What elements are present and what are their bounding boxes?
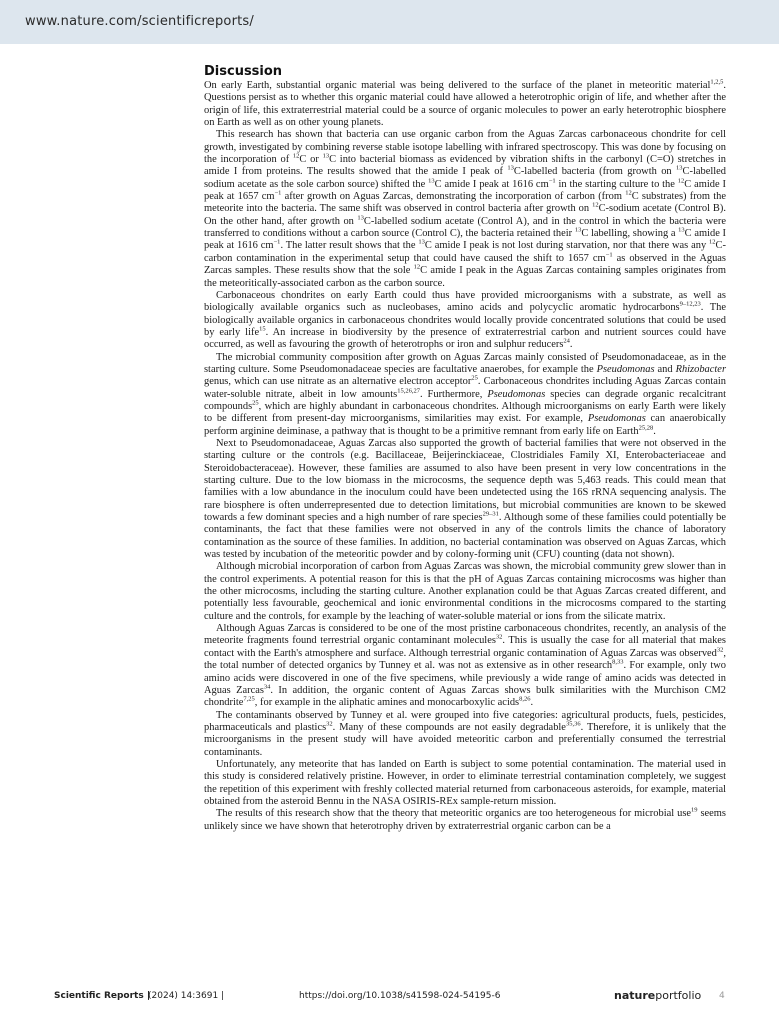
footer-doi-link[interactable]: https://doi.org/10.1038/s41598-024-54195-6 [299,991,501,1001]
text-run: C amide I peak at 1657 cm [204,178,726,203]
citation-superscript[interactable]: −1 [548,177,556,185]
text-run: species can degrade organic recalcitrant compounds [204,388,726,412]
citation-superscript[interactable]: 13 [507,164,514,172]
text-run: , the total number of detected organics by Tunney et al. was not as extensive as in other research [204,647,726,672]
text-run: . Questions persist as to whether this organic material could have allowed a heterotrophic origin of life, and whether after the origin of life, this extraterrestrial material could be a source of organic molecules to power an early heterotrophic biosphere on Earth as well as on other young planets. [204,80,726,129]
text-run: . Therefore, it is unlikely that the microorganisms in the present study will have avoided meteoritic carbon and preferentially consumed the terrestrial contaminants. [204,721,727,758]
citation-superscript[interactable]: 25 [252,399,259,407]
text-run: . An increase in biodiversity by the presence of extraterrestrial carbon and nutrient sources could have occurred, as well as favouring the growth of heterotrophs or iron and sulphur reducers [204,326,726,351]
logo-light: portfolio [655,989,702,1002]
text-run: and [654,363,676,375]
text-run: . The latter result shows that the [280,240,419,252]
text-run: C amide I peak at 1616 cm [204,228,726,252]
citation-superscript[interactable]: 12 [292,152,300,160]
citation-superscript[interactable]: 13 [428,177,435,185]
text-run: . [530,697,534,709]
paragraph [204,759,726,808]
citation-superscript[interactable]: 9–12,23 [679,300,701,308]
paragraph [204,623,726,709]
text-run: . This is usually the case for all material that makes contact with the Earth's atmosphere and surface. Although terrestrial organic contamination of Aguas Zarcas was observed [204,635,726,659]
text-run: Carbonaceous chondrites on early Earth could thus have provided microorganisms with a substrate, as well as biologically available organics such as nucleobases, amino acids and polycyclic aromatic hydrocarbons [204,289,726,314]
text-run: This research has shown that bacteria can use organic carbon from the Aguas Zarcas carbonaceous chondrite for cell growth, investigated by combining reverse stable isotope labelling with infrared spectroscopy. This was done by focusing on the incorporation of [204,129,726,166]
text-run: . For example, only two amino acids were discovered in one of the five specimens, while previously a wide range of amino acids was detected in Aguas Zarcas [204,660,726,696]
section-title: Discussion [204,64,283,79]
citation-superscript[interactable]: 12 [709,238,716,246]
text-run: can anaerobically perform arginine deiminase, a pathway that is thought to be a primitive remnant from early life on Earth [204,413,727,437]
paragraph [204,561,726,623]
text-run: C-labelled sodium acetate (Control A), and in the control in which the bacteria were transferred to conditions without a carbon source (Control C), the bacteria retained their [204,215,726,240]
text-run: C amide I peak in the Aguas Zarcas containing samples originates from the meteoritically-associated carbon as the carbon source. [204,265,726,289]
citation-superscript[interactable]: 8,26 [519,695,531,703]
citation-superscript[interactable]: 13 [678,226,685,234]
citation-superscript[interactable]: 25,28 [638,424,654,432]
text-run: , for example in the aliphatic amines and monocarboxylic acids [254,697,520,709]
paragraph [204,129,726,289]
citation-superscript[interactable]: 13 [574,226,582,234]
citation-superscript[interactable]: −1 [274,189,282,197]
paragraph-container [204,80,726,833]
text-run: C amide I peak at 1616 cm [434,178,549,190]
italic-taxon: Pseudomonas [587,413,646,425]
text-run: seems unlikely since we have shown that heterotrophy driven by extraterrestrial organic carbon can be a [204,808,726,832]
text-run: , which are highly abundant in carbonaceous chondrites. Although microorganisms on early Earth were likely to be different from present-day microorganisms, similarities may exist. For example, [204,400,726,425]
citation-superscript[interactable]: 8,33 [612,658,624,666]
italic-taxon: Rhizobacter [675,363,727,375]
text-run: . The biologically available organics in carbonaceous chondrites would locally provide concentrated solutions that could be used by early life [204,302,726,338]
text-run: as observed in the Aguas Zarcas samples. These results show that the sole [204,252,726,277]
italic-taxon: Pseudomonas [487,388,546,400]
citation-superscript[interactable]: 32 [716,646,724,654]
text-run: C or [299,154,323,166]
citation-superscript[interactable]: 13 [418,238,425,246]
footer-journal: Scientific Reports | [54,991,151,1001]
citation-superscript[interactable]: 1,2,5 [710,78,724,86]
text-run: Although microbial incorporation of carbon from Aguas Zarcas was shown, the microbial community grew slower than in the control experiments. A potential reason for this is that the pH of Aguas Zarcas containing microcosms was higher than the other microcosms, including the starting culture. Another explanation could be that Aguas Zarcas created different, and potentially less favourable, geochemical and ionic environmental conditions in the microcosms compared to the starting culture and the controls, for example by the leaching of water-soluble material or ions from the silicate matrix. [204,561,726,622]
italic-taxon: Pseudomonas [596,363,655,375]
citation-superscript[interactable]: 15,26,27 [397,387,420,395]
journal-url[interactable]: www.nature.com/scientificreports/ [25,14,254,29]
citation-superscript[interactable]: 13 [357,214,364,222]
article-body [204,64,726,833]
text-run: genus, which can use nitrate as an alternative electron acceptor [204,376,472,388]
footer-volume: (2024) 14:3691 | [148,991,225,1001]
text-run: C-labelled bacteria (from growth on [513,166,677,178]
citation-superscript[interactable]: −1 [605,251,613,259]
citation-superscript[interactable]: 12 [625,189,632,197]
text-run: C-sodium acetate (Control B). On the other hand, after growth on [204,203,726,227]
text-run: C into bacterial biomass as evidenced by vibration shifts in the carbonyl (C=O) stretches in amide I from proteins. The results showed that the amide I peak of [204,154,726,178]
page-footer [0,989,779,1007]
text-run: The contaminants observed by Tunney et al. were grouped into five categories: agricultural products, fuels, pesticides, pharmaceuticals and plastics [204,709,726,733]
page-number: 4 [719,991,725,1001]
text-run: The results of this research show that the theory that meteoritic organics are too heterogeneous for microbial use [216,808,692,820]
text-run: Unfortunately, any meteorite that has landed on Earth is subject to some potential contamination. The material used in this study is considered relatively pristine. However, in order to eliminate terrestrial contamination completely, we suggest the repetition of this experiment with freshly collected material returned from carbonaceous asteroids, for example, material obtained from the asteroid Bennu in the NASA OSIRIS-REx sample-return mission. [204,758,726,807]
text-run: Although Aguas Zarcas is considered to be one of the most pristine carbonaceous chondrites, recently, an analysis of the meteorite fragments found terrestrial organic contaminant molecules [204,623,726,647]
nature-portfolio-logo [614,989,701,1002]
citation-superscript[interactable]: 13 [322,152,330,160]
text-run: in the starting culture to the [555,178,678,190]
text-run: . [569,339,573,351]
citation-superscript[interactable]: 12 [677,177,685,185]
citation-superscript[interactable]: 32 [495,633,503,641]
text-run: . [653,425,656,437]
paragraph [204,438,726,561]
page-header [0,0,779,44]
citation-superscript[interactable]: 7,25 [243,695,255,703]
text-run: C labelling, showing a [581,228,679,240]
text-run: after growth on Aguas Zarcas, demonstrating the incorporation of carbon (from [281,191,626,203]
text-run: . Furthermore, [419,388,488,400]
citation-superscript[interactable]: 32 [326,720,333,728]
text-run: . In addition, the organic content of Aguas Zarcas shows bulk similarities with the Murchison CM2 chondrite [204,684,726,709]
paragraph [204,80,726,129]
paragraph [204,352,726,438]
citation-superscript[interactable]: 29–31 [482,510,499,518]
text-run: . Carbonaceous chondrites including Aguas Zarcas contain water-soluble nitrate, albeit in low amounts [204,376,727,400]
citation-superscript[interactable]: 12 [592,201,599,209]
text-run: C-carbon contamination in the experimental setup that could have caused the shift to 1657 cm [204,240,726,264]
text-run: Next to Pseudomonadaceae, Aguas Zarcas also supported the growth of bacterial families that were not observed in the starting culture or the controls (e.g. Bacillaceae, Beijerinckiaceae, Clostridiales Family XI, Enterobacteriaceae and Steroidobacteraceae). However, these families are assumed to also have been present in very low concentrations in the starting culture. Due to the low biomass in the microcosms, the sequence depth was 5,463 reads. This could mean that families with a low abundance in the inoculum could have been undetected using the 16S rRNA sequencing analysis. The rare biosphere is often underrepresented due to detection limitations, but microbial communities are known to be skewed towards a few dominant species and a high number of rare species [204,437,726,524]
citation-superscript[interactable]: 35,36 [565,720,581,728]
citation-superscript[interactable]: 12 [413,263,421,271]
paragraph [204,808,726,833]
text-run: C-labelled sodium acetate as the sole carbon source) shifted the [204,166,726,190]
text-run: C amide I peak is not lost during starvation, nor that there was any [424,240,710,252]
text-run: . Many of these compounds are not easily degradable [332,721,566,733]
citation-superscript[interactable]: 24 [563,337,570,345]
citation-superscript[interactable]: 13 [676,164,683,172]
citation-superscript[interactable]: 19 [691,806,698,814]
citation-superscript[interactable]: 15 [259,325,266,333]
citation-superscript[interactable]: 34 [263,683,271,691]
logo-bold: nature [614,989,656,1002]
text-run: On early Earth, substantial organic material was being delivered to the surface of the planet in meteoritic material [204,80,711,91]
citation-superscript[interactable]: −1 [273,238,281,246]
paragraph [204,710,726,759]
paragraph [204,290,726,352]
text-run: The microbial community composition after growth on Aguas Zarcas mainly consisted of Pseudomonadaceae, as in the starting culture. Some Pseudomonadaceae species are facultative anaerobes, for example the [204,351,726,375]
citation-superscript[interactable]: 25 [471,374,478,382]
text-run: C substrates) from the meteorite into the bacteria. The same shift was observed in control bacteria after growth on [204,191,726,215]
text-run: . Although some of these families could potentially be contaminants, the fact that these families were not observed in any of the controls limits the chance of laboratory contamination as the source of these families. In addition, no bacterial contamination was observed on Aguas Zarcas, which was tested by incubation of the meteoritic powder and by colony-forming unit (CFU) counting (data not shown). [204,512,726,561]
